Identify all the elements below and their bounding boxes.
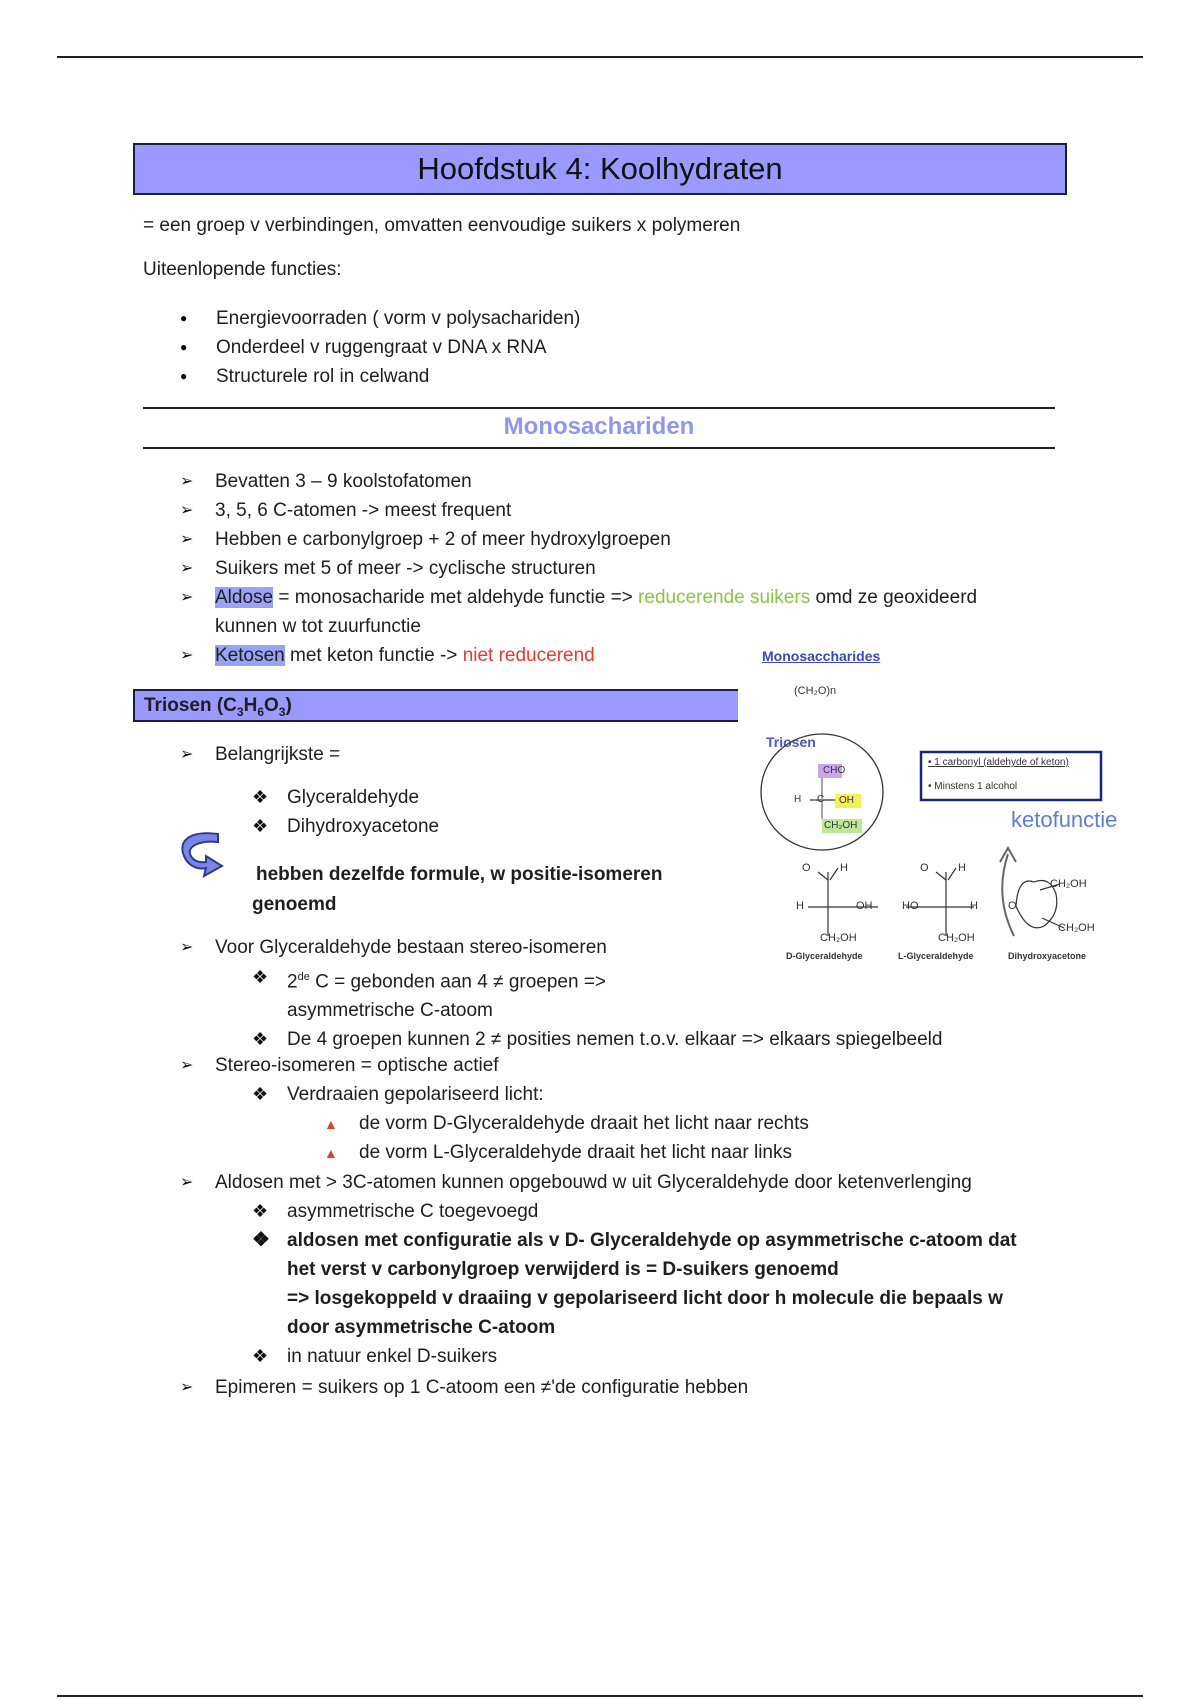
list-item: ❖ Dihydroxyacetone — [252, 812, 439, 841]
figure-formula: (CH₂O)n — [794, 685, 837, 697]
epimeren-list — [180, 1373, 1080, 1402]
arrow-bullet-icon: ➢ — [180, 531, 194, 548]
l-h: H — [970, 900, 978, 912]
triangle-bullet-icon: ▲ — [324, 1145, 338, 1161]
diamond-bullet-icon: ❖ — [252, 787, 269, 807]
diamond-bullet-icon: ❖ — [252, 1346, 269, 1366]
l-h-top: H — [958, 862, 966, 874]
triosen-list — [252, 783, 439, 841]
functions-heading: Uiteenlopende functies: — [143, 259, 342, 280]
curved-arrow-icon — [178, 828, 226, 884]
reducing-sugars: reducerende suikers — [638, 587, 811, 608]
optisch-list — [180, 1051, 1080, 1080]
chapter-title — [133, 143, 1067, 195]
monosaccharides-figure — [738, 636, 1173, 966]
list-item: ▲ de vorm L-Glyceraldehyde draait het licht naar links — [324, 1138, 809, 1167]
list-item: ➢ Bevatten 3 – 9 koolstofatomen — [180, 467, 1060, 496]
label-dihydroxyacetone: Dihydroxyacetone — [1008, 951, 1087, 961]
aldosen-sublist — [252, 1197, 1052, 1371]
section-title: Monosachariden — [503, 413, 695, 440]
label-d-glyceraldehyde: D-Glyceraldehyde — [786, 951, 863, 961]
list-item: ❖ Verdraaien gepolariseerd licht: — [252, 1080, 544, 1109]
diamond-bullet-icon: ❖ — [252, 1084, 269, 1104]
list-item: ➢ Voor Glyceraldehyde bestaan stereo-isomeren — [180, 933, 1080, 962]
aldose-term: Aldose — [215, 587, 274, 608]
list-item: ➢ Aldosen met > 3C-atomen kunnen opgebouwd w uit Glyceraldehyde door ketenverlenging — [180, 1168, 1080, 1197]
d-oh: OH — [856, 900, 873, 912]
arrow-bullet-icon: ➢ — [180, 589, 194, 606]
arrow-bullet-icon: ➢ — [180, 1174, 194, 1191]
list-item: ❖ De 4 groepen kunnen 2 ≠ posities nemen t.o.v. elkaar => elkaars spiegelbeeld — [252, 1025, 1012, 1054]
list-item: ➢ Epimeren = suikers op 1 C-atoom een ≠'de configuratie hebben — [180, 1373, 1080, 1402]
diamond-bullet-icon: ❖ — [252, 967, 269, 987]
d-ch2oh: CH₂OH — [820, 932, 857, 944]
fig-oh: OH — [839, 795, 854, 806]
d-o: O — [802, 862, 811, 874]
arrow-bullet-icon: ➢ — [180, 502, 194, 519]
arrow-bullet-icon: ➢ — [180, 647, 194, 664]
fig-cho: CHO — [823, 765, 846, 776]
section-rule-bottom — [143, 447, 1055, 449]
diamond-bullet-icon: ❖ — [252, 1201, 269, 1221]
arrow-bullet-icon: ➢ — [180, 560, 194, 577]
l-ho: HO — [902, 900, 919, 912]
dhap-ch2oh-top: CH₂OH — [1050, 878, 1087, 890]
isomer-note: hebben dezelfde formule, w positie-isomeren — [256, 864, 663, 885]
page-top-rule — [57, 56, 1143, 58]
aldosen-list — [180, 1168, 1080, 1197]
fig-ch2oh: CH₂OH — [824, 820, 858, 831]
licht-list — [324, 1109, 809, 1167]
diamond-bullet-icon: ❖ — [252, 1029, 269, 1050]
triangle-bullet-icon: ▲ — [324, 1116, 338, 1132]
list-item: ➢ 3, 5, 6 C-atomen -> meest frequent — [180, 496, 1060, 525]
list-item: ➢ Stereo-isomeren = optische actief — [180, 1051, 1080, 1080]
list-item: ➢ Suikers met 5 of meer -> cyclische structuren — [180, 554, 1060, 583]
figure-box-line1: • 1 carbonyl (aldehyde of keton) — [928, 757, 1069, 768]
list-item: ● Structurele rol in celwand — [180, 362, 580, 391]
arrow-bullet-icon: ➢ — [180, 1057, 194, 1074]
list-item: ❖ Glyceraldehyde — [252, 783, 439, 812]
stereo-sublist — [252, 963, 1012, 1054]
verdraaien-list — [252, 1080, 544, 1109]
dhap-ch2oh-bottom: CH₂OH — [1058, 922, 1095, 934]
belangrijkste-line: ➢ Belangrijkste = — [180, 740, 340, 769]
list-item-ketosen: ➢ Ketosen met keton functie -> niet reducerend — [180, 641, 1060, 670]
l-ch2oh: CH₂OH — [938, 932, 975, 944]
figure-title: Monosaccharides — [762, 648, 881, 664]
list-item-aldose: ➢ Aldose = monosacharide met aldehyde functie => reducerende suikers omd ze geoxideerd kunnen w tot zuurfunctie — [180, 583, 1060, 641]
list-item: ❖ asymmetrische C toegevoegd — [252, 1197, 1052, 1226]
arrow-bullet-icon: ➢ — [180, 939, 194, 956]
list-item: ❖ in natuur enkel D-suikers — [252, 1342, 1052, 1371]
list-item: ▲ de vorm D-Glyceraldehyde draait het licht naar rechts — [324, 1109, 809, 1138]
arrow-bullet-icon: ➢ — [180, 746, 194, 763]
intro-text: = een groep v verbindingen, omvatten eenvoudige suikers x polymeren — [143, 215, 741, 236]
d-h-top: H — [840, 862, 848, 874]
section-rule-top — [143, 407, 1055, 409]
fig-h: H — [794, 794, 802, 805]
list-item: ● Energievoorraden ( vorm v polysachariden) — [180, 304, 580, 333]
list-item: ❖ aldosen met configuratie als v D- Glyceraldehyde op asymmetrische c-atoom dat het verst v carbonylgroep verwijderd is = D-suikers genoemd => losgekoppeld v draaiing v gepolariseerd licht door h molecule die bepaals w door asymmetrische C-atoom — [252, 1226, 1052, 1342]
ketofunctie-label: ketofunctie — [1011, 807, 1118, 832]
diamond-bullet-icon: ❖ — [252, 816, 269, 836]
figure-triosen: Triosen — [766, 734, 816, 750]
page-bottom-rule — [57, 1695, 1143, 1697]
diamond-bullet-icon: ❖ — [252, 1229, 270, 1251]
arrow-bullet-icon: ➢ — [180, 1379, 194, 1396]
dhap-o: O — [1008, 900, 1017, 912]
non-reducing: niet reducerend — [462, 645, 595, 666]
functions-list — [180, 304, 580, 391]
figure-box-line2: • Minstens 1 alcohol — [928, 781, 1018, 792]
arrow-bullet-icon: ➢ — [180, 473, 194, 490]
list-item: ❖ 2de C = gebonden aan 4 ≠ groepen => asymmetrische C-atoom — [252, 963, 1012, 1025]
label-l-glyceraldehyde: L-Glyceraldehyde — [898, 951, 974, 961]
triosen-heading: Triosen $(C_3H_6O_3)$ — [133, 689, 739, 722]
isomer-note-2: genoemd — [252, 894, 337, 915]
l-o: O — [920, 862, 929, 874]
fig-c: C — [817, 794, 825, 805]
d-h: H — [796, 900, 804, 912]
ketosen-term: Ketosen — [215, 645, 285, 666]
list-item: ➢ Hebben e carbonylgroep + 2 of meer hydroxylgroepen — [180, 525, 1060, 554]
figure-drawing — [738, 636, 1173, 966]
chapter-title-text: Hoofdstuk 4: Koolhydraten — [417, 151, 783, 186]
list-item: ● Onderdeel v ruggengraat v DNA x RNA — [180, 333, 580, 362]
